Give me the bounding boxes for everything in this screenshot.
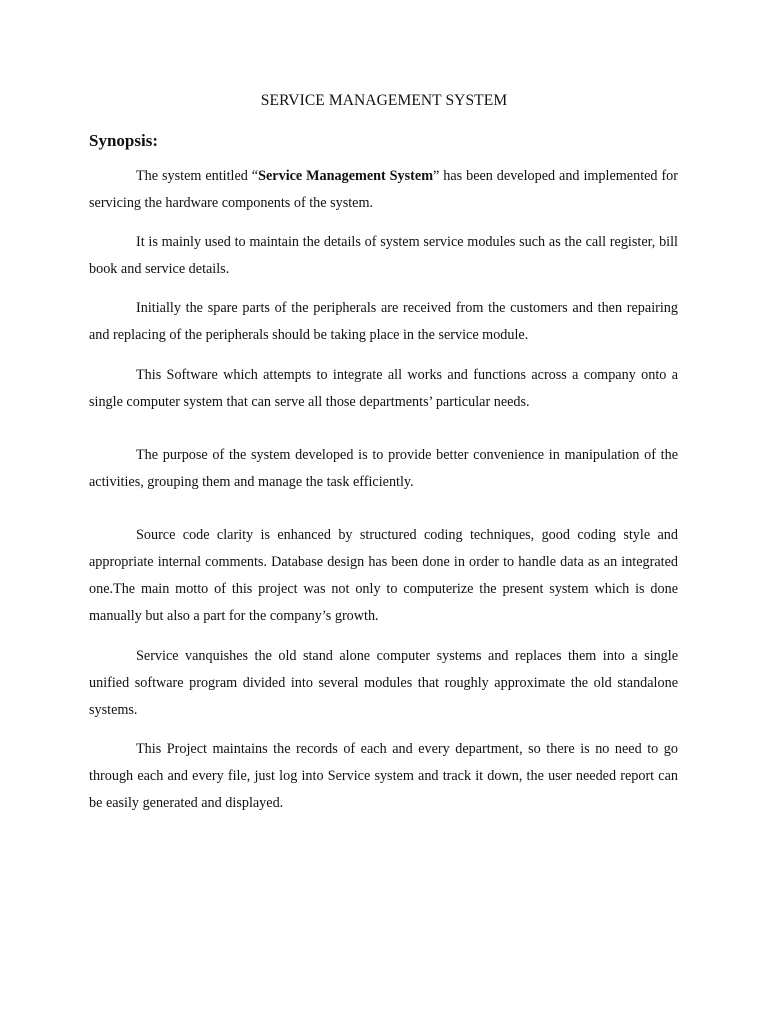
paragraph-spare-parts: Initially the spare parts of the peripherals are received from the customers and then repairing and replacing of the peripherals should be taking place in the service module.: [89, 300, 678, 343]
paragraph-source-code: Source code clarity is enhanced by structured coding techniques, good coding style and appropriate internal comments. Database design has been done in order to handle data as an integrated one.The main motto of this project was not only to computerize the present system which is done manually but also a part for the company’s growth.: [89, 527, 678, 624]
document-title: SERVICE MANAGEMENT SYSTEM: [260, 92, 508, 109]
paragraph-intro-after: ” has been developed and implemented for servicing the hardware components of the system.: [89, 168, 678, 211]
paragraph-intro-before: The system entitled “: [136, 168, 259, 184]
paragraph-intro: [89, 163, 678, 217]
paragraph-records: This Project maintains the records of each and every department, so there is no need to go through each and every file, just log into Service system and track it down, the user needed report can be easily generated and displayed.: [89, 741, 678, 811]
paragraph-intro-emphasis: Service Management System: [258, 168, 434, 184]
paragraph-modules: Service vanquishes the old stand alone computer systems and replaces them into a single unified software program divided into several modules that roughly approximate the old standalone systems.: [89, 648, 678, 718]
section-heading-synopsis: Synopsis:: [89, 131, 158, 150]
paragraph-purpose: The purpose of the system developed is to provide better convenience in manipulation of the activities, grouping them and manage the task efficiently.: [89, 447, 678, 490]
paragraph-usage: It is mainly used to maintain the details of system service modules such as the call register, bill book and service details.: [89, 234, 678, 277]
paragraph-software-integration: This Software which attempts to integrate all works and functions across a company onto a single computer system that can serve all those departments’ particular needs.: [89, 367, 678, 410]
